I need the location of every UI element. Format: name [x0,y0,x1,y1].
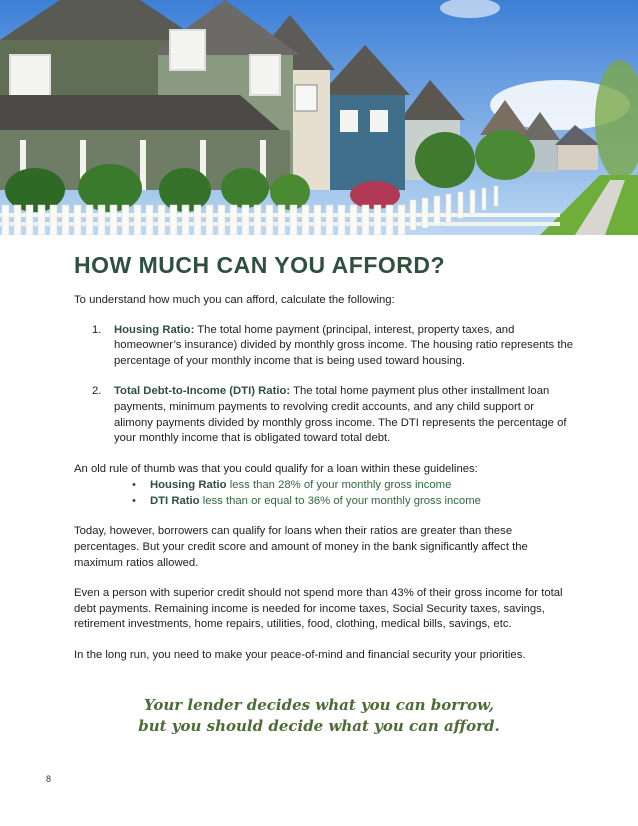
list-number: 2. [92,385,102,398]
paragraph-long-run: In the long run, you need to make your peace-of-mind and financial security your priorities. [74,648,526,661]
quote-line-2: but you should decide what you can afford. [138,717,500,735]
paragraph-today: Today, however, borrowers can qualify for loans when their ratios are greater than these percentages. But your credit score and amount of money in the bank significantly affect the maximum ratios allowed. [74,525,528,569]
pull-quote [0,695,638,737]
term-description: The total home payment (principal, interest, property taxes, and homeowner’s insurance) divided by monthly gross income. The housing ratio represents the percentage of your monthly income that is being used toward housing. [114,323,574,367]
paragraph-superior-credit: Even a person with superior credit should not spend more than 43% of their gross income for total debt payments. Remaining income is needed for income taxes, Social Security taxes, savings, retirement investments, home repairs, utilities, food, clothing, medical bills, savings, etc. [74,587,563,631]
term-description: The total home payment plus other installment loan payments, minimum payments to revolving credit accounts, and any child support or alimony payments divided by monthly gross income. The DTI represents the percentage of your monthly income that is obligated toward total debt. [114,385,567,445]
term-label: Housing Ratio: [114,323,195,336]
rules-list [74,477,574,509]
page-title: HOW MUCH CAN YOU AFFORD? [74,252,446,278]
rule-item-dti [74,493,574,509]
rule-term: Housing Ratio [150,479,227,492]
ratio-item-housing [74,323,574,370]
page-number: 8 [46,774,52,784]
houses-illustration [0,0,638,235]
bullet-icon: • [132,495,136,508]
hero-image [0,0,638,235]
rule-term: DTI Ratio [150,495,200,508]
term-label: Total Debt-to-Income (DTI) Ratio: [114,385,291,398]
rule-item-housing [74,477,574,493]
intro-text: To understand how much you can afford, calculate the following: [74,294,395,306]
ratio-list [74,323,574,447]
bullet-icon: • [132,479,136,492]
rule-text: less than or equal to 36% of your monthly gross income [199,495,481,508]
ratio-item-dti [74,384,574,446]
quote-line-1: Your lender decides what you can borrow, [143,696,495,714]
rule-text: less than 28% of your monthly gross income [226,479,452,492]
main-content [74,252,574,679]
rule-intro-text: An old rule of thumb was that you could qualify for a loan within these guidelines: [74,462,478,475]
list-number: 1. [92,323,102,336]
